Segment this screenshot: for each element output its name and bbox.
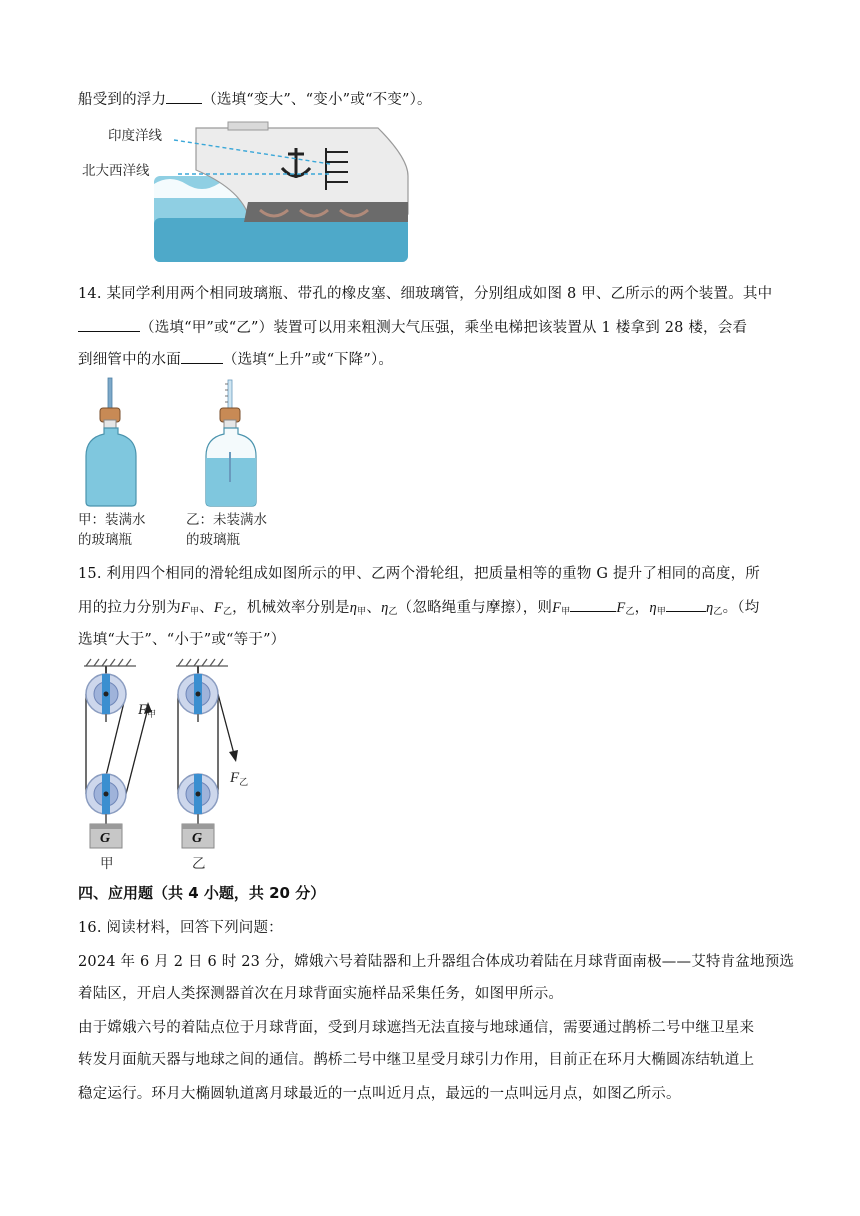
weight-label-jia: G [100, 831, 111, 846]
q15-line2: 用的拉力分别为$F_甲$、$F_乙$，机械效率分别是$\eta_甲$、$\eta_乙$（忽略绳重与摩擦），则$F_甲$ $F_乙$，$\eta_甲$ $\eta_乙$。（均 [78, 600, 760, 617]
answer-blank [166, 91, 202, 104]
pulley-figure [78, 656, 258, 874]
ceiling-yi [176, 659, 228, 666]
q16-p1-line2: 着陆区，开启人类探测器首次在月球背面实施样品采集任务，如图甲所示。 [78, 986, 564, 1002]
answer-blank [181, 351, 223, 364]
caption-yi-1: 乙：未装满水 [186, 512, 267, 528]
q16-p2-line1: 由于嫦娥六号的着陆点位于月球背面，受到月球遮挡无法直接与地球通信，需要通过鹊桥二号中继卫星来 [78, 1020, 755, 1036]
bottles-figure [78, 374, 308, 550]
ship-load-line-figure [78, 118, 418, 266]
q16-p2-line3: 稳定运行。环月大椭圆轨道离月球最近的一点叫近月点，最远的一点叫远月点，如图乙所示。 [78, 1086, 681, 1102]
q16-intro: 16. 阅读材料，回答下列问题： [78, 920, 283, 936]
label-indian-ocean-line: 印度洋线 [108, 128, 162, 144]
q14-line2: （选填“甲”或“乙”）装置可以用来粗测大气压强，乘坐电梯把该装置从 1 楼拿到 28 楼，会看 [78, 316, 747, 337]
q15-line1: 15. 利用四个相同的滑轮组成如图所示的甲、乙两个滑轮组，把质量相等的重物 G 提升了相同的高度，所 [78, 566, 760, 582]
ceiling-jia [84, 659, 136, 666]
q16-p2-line2: 转发月面航天器与地球之间的通信。鹊桥二号中继卫星受月球引力作用，目前正在环月大椭圆冻结轨道上 [78, 1052, 755, 1068]
pulley-group-jia [86, 666, 152, 848]
pulley-group-yi [178, 666, 238, 848]
q15-line3: 选填“大于”、“小于”或“等于”） [78, 632, 286, 648]
caption-jia-2: 的玻璃瓶 [78, 532, 132, 548]
answer-blank [78, 319, 140, 332]
q14-line3: 到细管中的水面 （选填“上升”或“下降”）。 [78, 352, 394, 368]
answer-blank [666, 599, 706, 612]
bottle-jia [86, 378, 136, 506]
q13-tail-line: 船受到的浮力 （选填“变大”、“变小”或“不变”）。 [78, 92, 432, 108]
label-north-atlantic-line: 北大西洋线 [82, 163, 150, 179]
caption-yi-2: 的玻璃瓶 [186, 532, 240, 548]
fig-caption-yi: 乙 [192, 856, 206, 872]
section-heading: 四、应用题（共 4 小题，共 20 分） [78, 884, 326, 902]
force-label-yi: $F_乙$ [230, 770, 249, 787]
fig-caption-jia: 甲 [100, 856, 114, 872]
bottle-yi [206, 380, 256, 506]
answer-blank [570, 599, 616, 612]
caption-jia-1: 甲：装满水 [78, 512, 146, 528]
q14-line1: 14. 某同学利用两个相同玻璃瓶、带孔的橡皮塞、细玻璃管，分别组成如图 8 甲、乙所示的两个装置。其中 [78, 286, 773, 302]
force-label-jia: $F_甲$ [138, 702, 157, 719]
q16-p1-line1: 2024 年 6 月 2 日 6 时 23 分，嫦娥六号着陆器和上升器组合体成功着陆在月球背面南极——艾特肯盆地预选 [78, 954, 795, 970]
weight-label-yi: G [192, 831, 203, 846]
